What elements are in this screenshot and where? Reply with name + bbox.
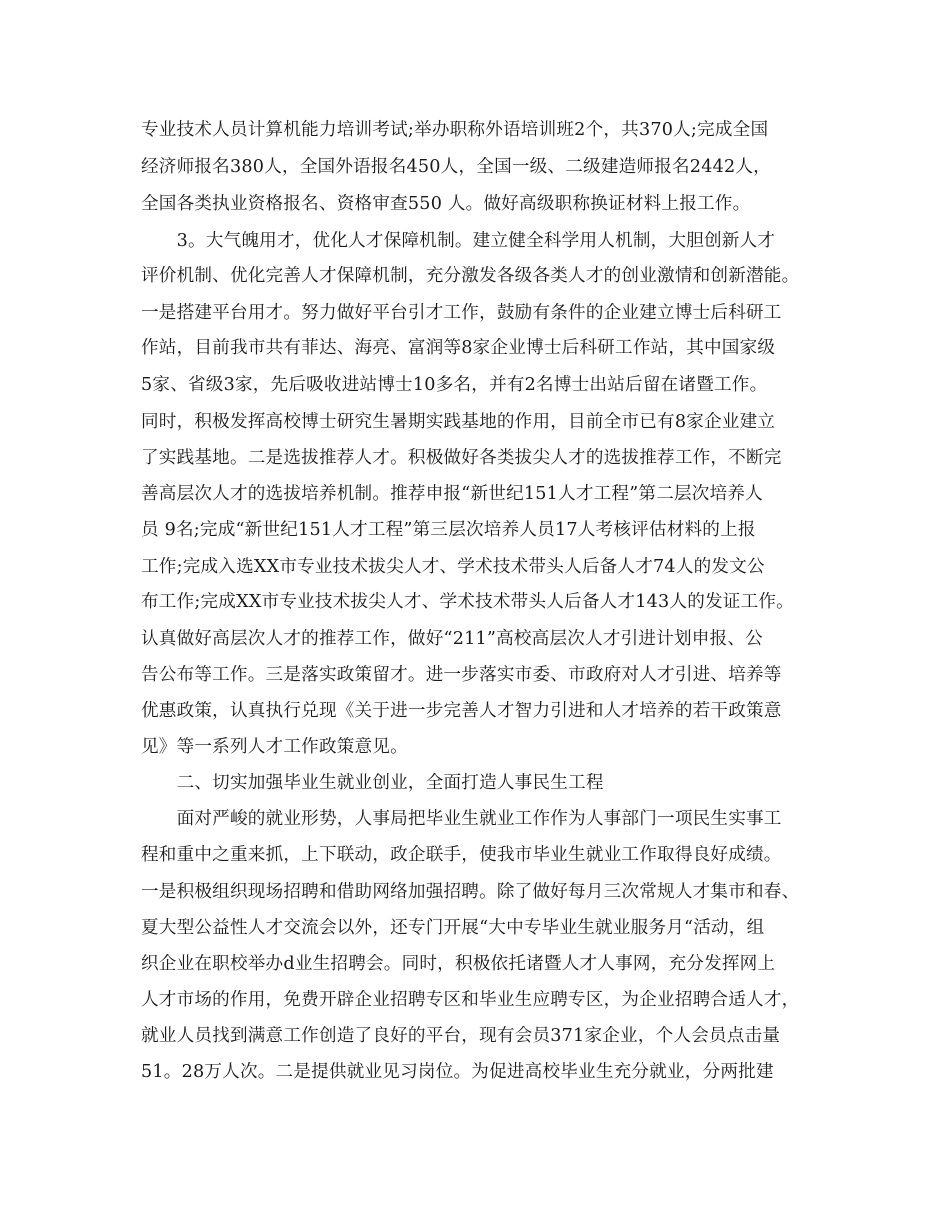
text-line: 就业人员找到满意工作创造了良好的平台，现有会员371家企业，个人会员点击量 [141,1026,781,1046]
text-line: 5家、省级3家，先后吸收进站博士10多名，并有2名博士出站后留在诸暨工作。 [141,375,768,395]
text-line: 全国各类执业资格报名、资格审查550 人。做好高级职称换证材料上报工作。 [141,194,751,214]
text-line: 布工作;完成XX市专业技术拔尖人才、学术技术带头人后备人才143人的发证工作。 [141,592,794,612]
text-line: 善高层次人才的选拔培养机制。推荐申报“新世纪151人才工程”第二层次培养人 [141,484,763,504]
text-line: 告公布等工作。三是落实政策留才。进一步落实市委、市政府对人才引进、培养等 [141,665,782,685]
text-line: 一是积极组织现场招聘和借助网络加强招聘。除了做好每月三次常规人才集市和春、 [141,882,800,902]
text-line: 认真做好高层次人才的推荐工作，做好“211”高校高层次人才引进计划申报、公 [141,629,763,649]
text-line: 人才市场的作用，免费开辟企业招聘专区和毕业生应聘专区，为企业招聘合适人才， [141,990,800,1010]
text-line: 同时，积极发挥高校博士研究生暑期实践基地的作用，目前全市已有8家企业建立 [141,412,776,432]
text-line: 51。28万人次。二是提供就业见习岗位。为促进高校毕业生充分就业，分两批建 [141,1062,774,1082]
text-line: 面对严峻的就业形势，人事局把毕业生就业工作作为人事部门一项民生实事工 [141,809,782,829]
text-line: 工作;完成入选XX市专业技术拔尖人才、学术技术带头人后备人才74人的发文公 [141,557,765,577]
text-line: 优惠政策，认真执行兑现《关于进一步完善人才智力引进和人才培养的若干政策意 [141,701,782,721]
text-line: 作站，目前我市共有菲达、海亮、富润等8家企业博士后科研工作站，其中国家级 [141,338,776,358]
section-heading: 二、切实加强毕业生就业创业，全面打造人事民生工程 [141,773,604,793]
text-line: 员 9名;完成“新世纪151人才工程”第三层次培养人员17人考核评估材料的上报 [141,520,756,540]
text-line: 织企业在职校举办d业生招聘会。同时，积极依托诸暨人才人事网，充分发挥网上 [141,954,776,974]
text-line: 3。大气魄用才，优化人才保障机制。建立健全科学用人机制，大胆创新人才 [141,231,776,251]
text-line: 一是搭建平台用才。努力做好平台引才工作，鼓励有条件的企业建立博士后科研工 [141,303,782,323]
text-line: 见》等一系列人才工作政策意见。 [141,737,408,757]
text-line: 程和重中之重来抓，上下联动，政企联手，使我市毕业生就业工作取得良好成绩。 [141,845,782,865]
text-line: 经济师报名380人，全国外语报名450人，全国一级、二级建造师报名2442人， [141,157,771,177]
text-line: 评价机制、优化完善人才保障机制，充分激发各级各类人才的创业激情和创新潜能。 [141,266,800,286]
text-line: 了实践基地。二是选拔推荐人才。积极做好各类拔尖人才的选拔推荐工作，不断完 [141,448,782,468]
text-line: 夏大型公益性人才交流会以外，还专门开展“大中专毕业生就业服务月“活动，组 [141,918,765,938]
text-line: 专业技术人员计算机能力培训考试;举办职称外语培训班2个，共370人;完成全国 [141,120,769,140]
